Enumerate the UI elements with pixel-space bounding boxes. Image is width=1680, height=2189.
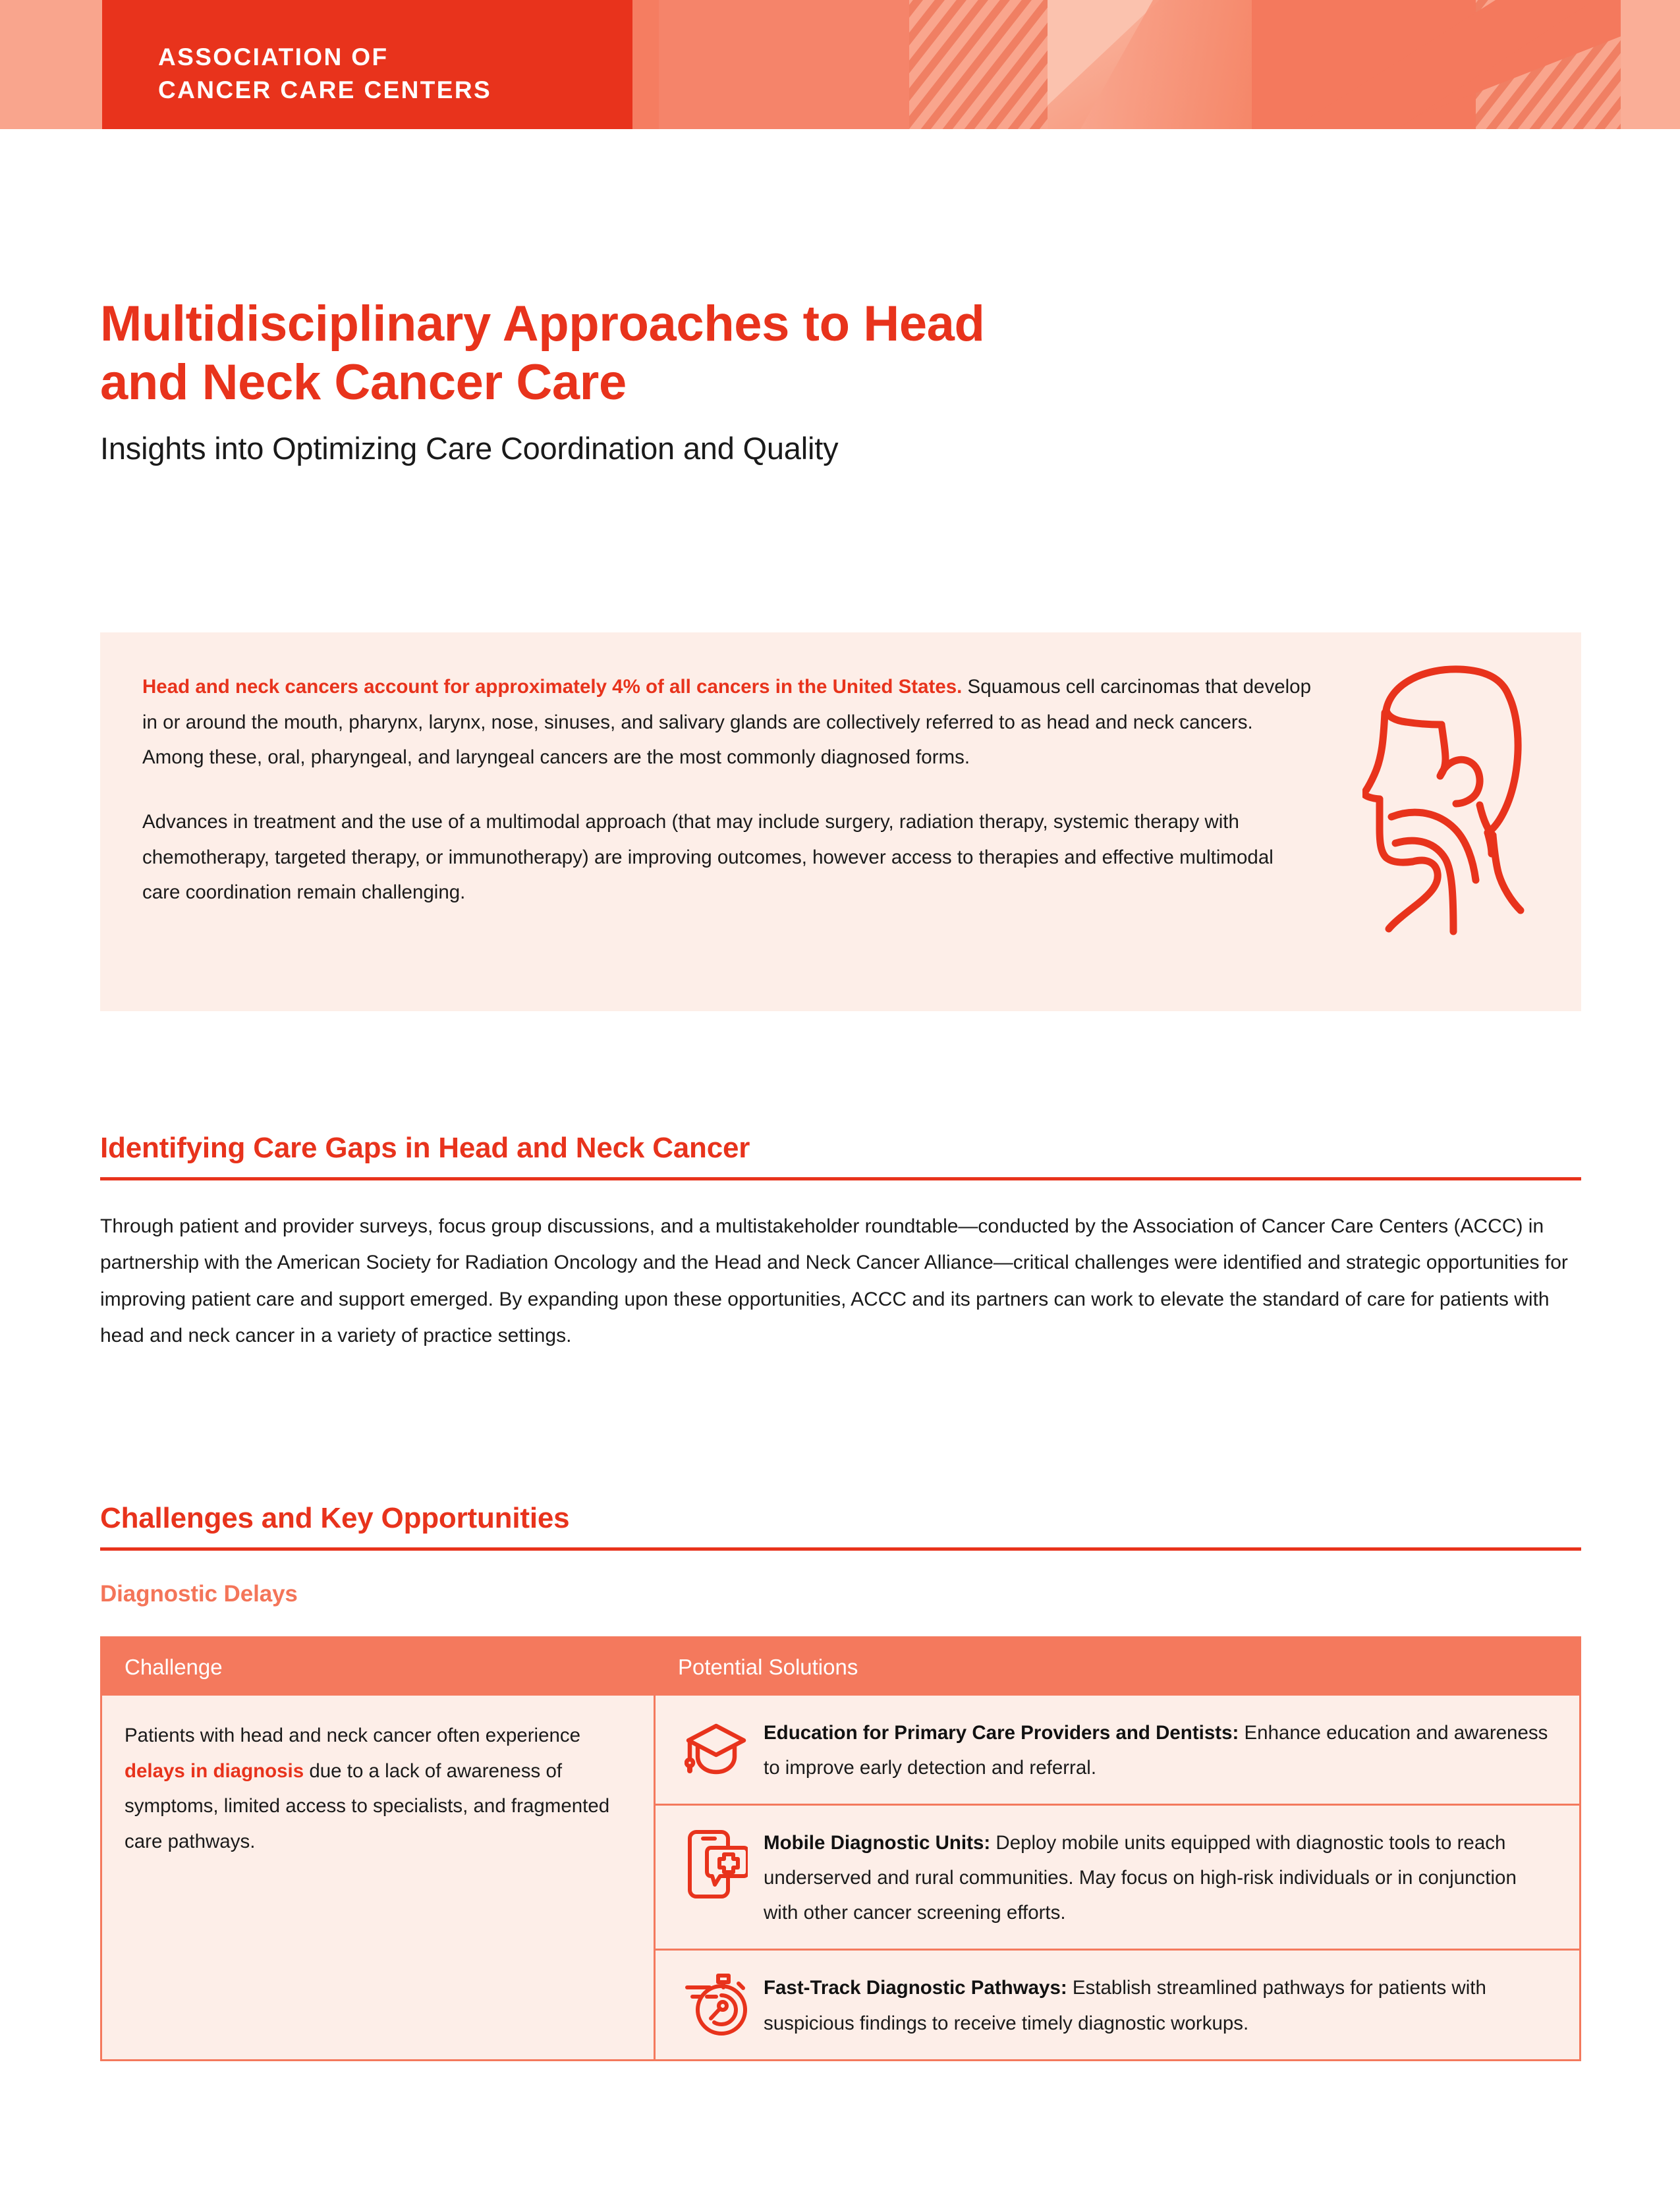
table-body	[102, 1696, 1579, 2059]
header-decoration-band	[0, 0, 1680, 129]
head-neck-anatomy-illustration	[1362, 652, 1527, 939]
solution-desc-mobile-units: Deploy mobile units equipped with diagnostic tools to reach underserved and rural communities. May focus on high-risk individuals or in conjunction with other cancer screening efforts.	[764, 1832, 1517, 1924]
callout-paragraph-1	[142, 669, 1315, 775]
section-divider-rule-2	[100, 1547, 1581, 1551]
section-heading-care-gaps: Identifying Care Gaps in Head and Neck Cancer	[100, 1132, 750, 1164]
solution-title-education: Education for Primary Care Providers and Dentists:	[764, 1722, 1239, 1744]
table-column-header-challenge: Challenge	[125, 1654, 223, 1679]
page-title	[100, 295, 1484, 412]
solution-desc-fast-track: Establish streamlined pathways for patients with suspicious findings to receive timely diagnostic workups.	[764, 1977, 1486, 2034]
subheading-diagnostic-delays: Diagnostic Delays	[100, 1581, 298, 1607]
callout-paragraph-2: Advances in treatment and the use of a multimodal approach (that may include surgery, radiation therapy, systemic therapy with chemotherapy, targeted therapy, or immunotherapy) are improving outcomes, however access to therapies and effective multimodal care coordination remain challenging.	[142, 811, 1274, 904]
challenge-text-pre: Patients with head and neck cancer often experience	[125, 1725, 581, 1746]
solution-text-fast-track	[760, 1970, 1550, 2040]
challenge-text-post: due to a lack of awareness of symptoms, limited access to specialists, and fragmented care pathways.	[125, 1760, 610, 1853]
challenges-solutions-table	[100, 1636, 1581, 2061]
solution-title-fast-track: Fast-Track Diagnostic Pathways:	[764, 1977, 1067, 1999]
solution-title-mobile-units: Mobile Diagnostic Units:	[764, 1832, 991, 1854]
solution-text-mobile-units	[760, 1825, 1550, 1930]
callout-paragraph-1-rest: Squamous cell carcinomas that develop in or around the mouth, pharynx, larynx, nose, sinuses, and salivary glands are collectively referred to as head and neck cancers. Among these, oral, pharyngeal, and laryngeal cancers are the most commonly diagnosed forms.	[142, 676, 1311, 769]
page-subtitle: Insights into Optimizing Care Coordination and Quality	[100, 430, 839, 466]
accc-logo-text	[158, 41, 593, 106]
page-title-line-1: Multidisciplinary Approaches to Head	[100, 296, 985, 352]
mobile-medical-unit-icon	[673, 1825, 760, 1900]
logo-line-1: ASSOCIATION OF	[158, 43, 389, 70]
section-identifying-care-gaps	[100, 1132, 1581, 1354]
solution-desc-education: Enhance education and awareness to improve early detection and referral.	[764, 1722, 1548, 1779]
solution-row-fast-track	[656, 1951, 1579, 2059]
section-heading-challenges: Challenges and Key Opportunities	[100, 1502, 570, 1534]
section-divider-rule	[100, 1177, 1581, 1180]
title-block	[100, 295, 1484, 468]
table-cell-solutions	[656, 1696, 1579, 2059]
table-header-row	[102, 1638, 1579, 1696]
challenge-text-highlight: delays in diagnosis	[125, 1760, 304, 1782]
table-column-header-solutions: Potential Solutions	[678, 1654, 858, 1679]
page-title-line-2: and Neck Cancer Care	[100, 354, 627, 410]
care-gaps-body: Through patient and provider surveys, focus group discussions, and a multistakeholder roundtable—conducted by the Association of Cancer Care Centers (ACCC) in partnership with the American Society for Radiation Oncology and the Head and Neck Cancer Alliance—critical challenges were identified and strategic opportunities for improving patient care and support emerged. By expanding upon these opportunities, ACCC and its partners can work to elevate the standard of care for patients with head and neck cancer in a variety of practice settings.	[100, 1215, 1568, 1347]
stopwatch-icon	[673, 1970, 760, 2036]
solution-row-education	[656, 1696, 1579, 1806]
solution-row-mobile-units	[656, 1806, 1579, 1951]
intro-callout-box	[100, 632, 1581, 1011]
solution-text-education	[760, 1715, 1550, 1785]
subsection-diagnostic-delays	[100, 1581, 1581, 1607]
accc-logo-block	[102, 0, 632, 129]
section-challenges-opportunities	[100, 1502, 1581, 1551]
callout-highlight-stat: Head and neck cancers account for approximately 4% of all cancers in the United States.	[142, 676, 963, 698]
graduation-cap-icon	[673, 1715, 760, 1781]
table-cell-challenge	[102, 1696, 656, 2059]
logo-line-2: CANCER CARE CENTERS	[158, 76, 492, 103]
